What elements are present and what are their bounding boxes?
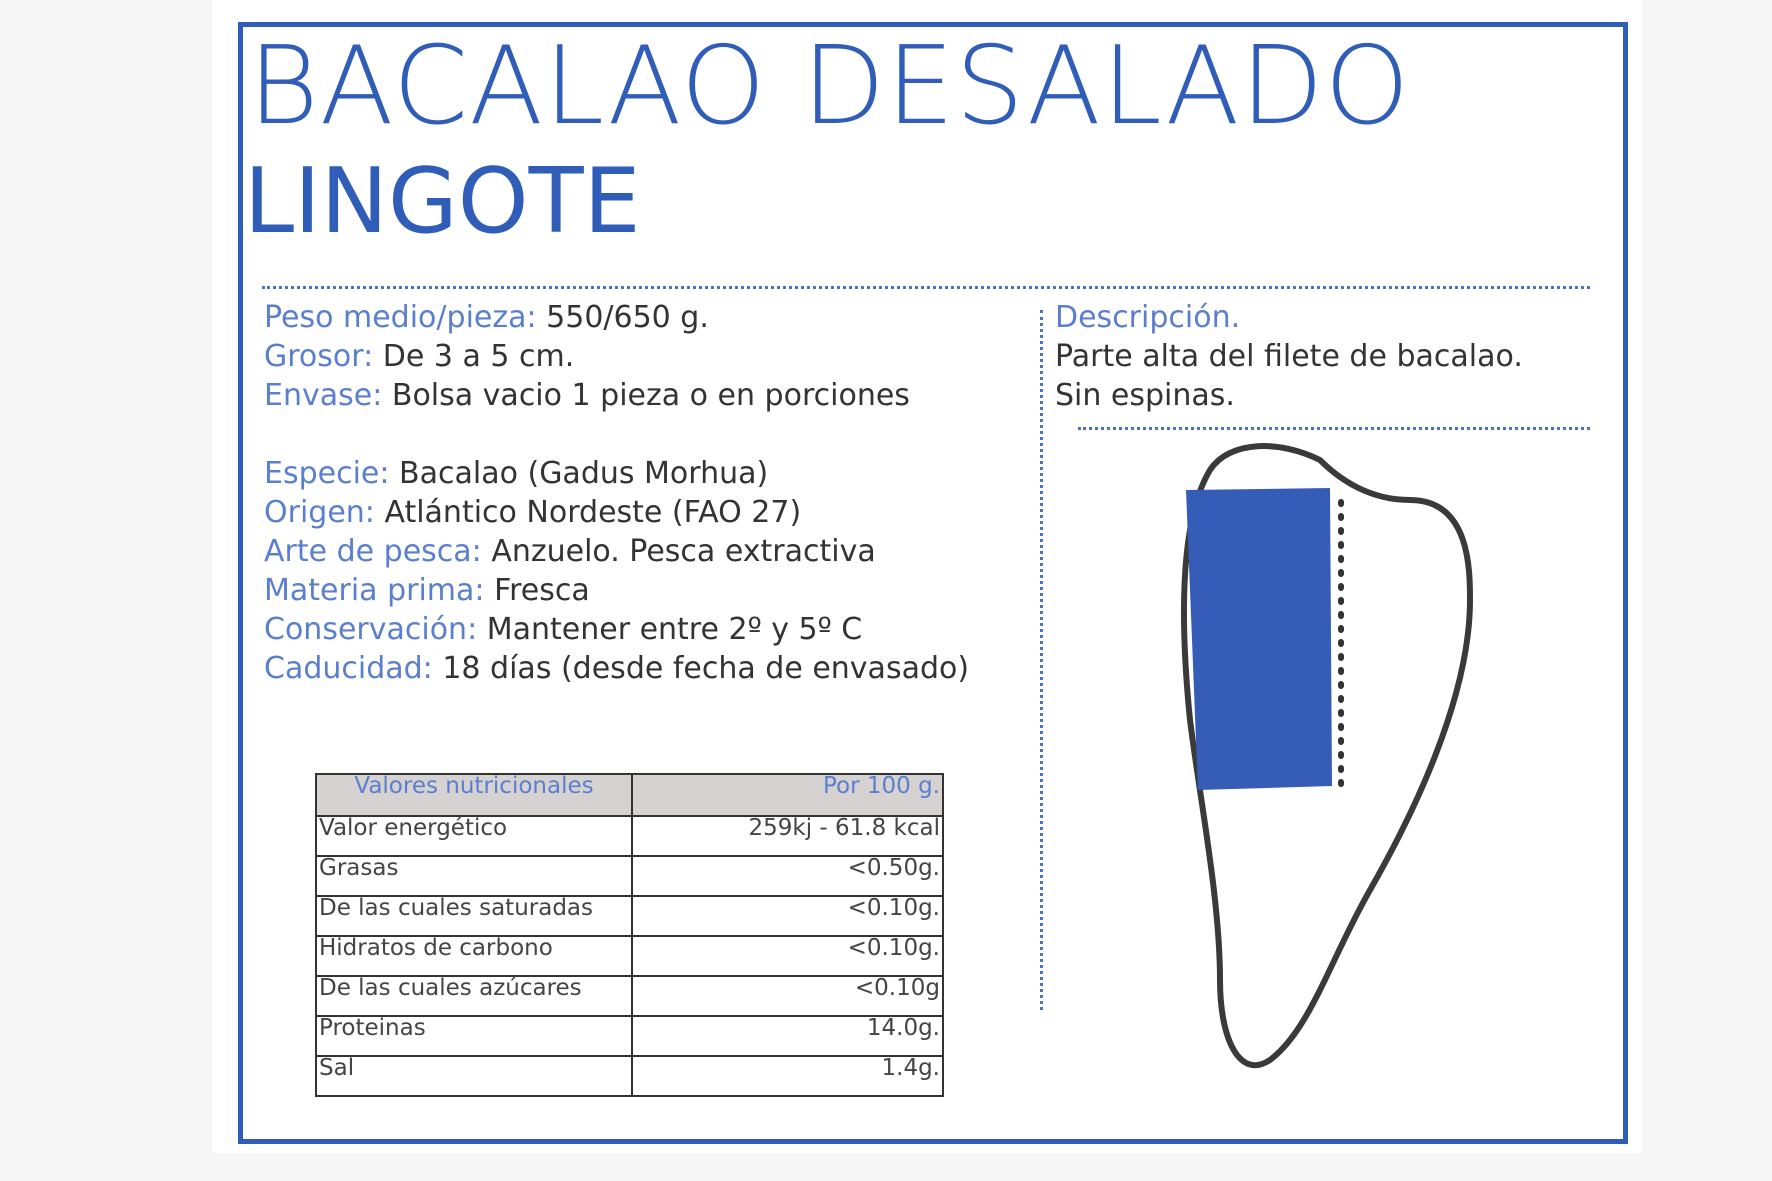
spec-label: Envase: xyxy=(264,378,383,413)
spec-label: Especie: xyxy=(264,456,390,491)
spec-value: 18 días (desde fecha de envasado) xyxy=(442,651,970,686)
nutrient-name: Proteinas xyxy=(316,1016,632,1056)
nutrient-name: De las cuales saturadas xyxy=(316,896,632,936)
table-row xyxy=(316,1056,943,1096)
spec-label: Peso medio/pieza: xyxy=(264,300,537,335)
spec-value: Fresca xyxy=(494,573,590,608)
nutrient-value: 1.4g. xyxy=(632,1056,943,1096)
spec-item-grosor xyxy=(264,337,969,376)
description-divider xyxy=(1078,427,1590,430)
spec-item-conservacion xyxy=(264,610,969,649)
spec-label: Arte de pesca: xyxy=(264,534,482,569)
nutrient-value: 14.0g. xyxy=(632,1016,943,1056)
table-row xyxy=(316,896,943,936)
product-subtitle: LINGOTE xyxy=(244,149,641,254)
product-title: BACALAO DESALADO xyxy=(248,24,1411,149)
description-line: Sin espinas. xyxy=(1055,378,1235,413)
table-row xyxy=(316,856,943,896)
spec-item-materia-prima xyxy=(264,571,969,610)
nutrient-name: Grasas xyxy=(316,856,632,896)
spec-item-peso xyxy=(264,298,969,337)
column-divider xyxy=(1040,310,1043,1010)
description-text xyxy=(1055,337,1523,415)
spec-item-arte-pesca xyxy=(264,532,969,571)
spec-item-especie xyxy=(264,454,969,493)
spec-label: Conservación: xyxy=(264,612,478,647)
spec-value: Bacalao (Gadus Morhua) xyxy=(399,456,769,491)
table-row xyxy=(316,1016,943,1056)
spec-item-origen xyxy=(264,493,969,532)
header-divider xyxy=(262,286,1590,289)
nutrient-name: Sal xyxy=(316,1056,632,1096)
table-row xyxy=(316,976,943,1016)
spec-value: 550/650 g. xyxy=(546,300,709,335)
spec-item-caducidad xyxy=(264,649,969,688)
nutrient-name: De las cuales azúcares xyxy=(316,976,632,1016)
spec-value: De 3 a 5 cm. xyxy=(382,339,575,374)
nutrient-value: <0.50g. xyxy=(632,856,943,896)
nutrient-name: Hidratos de carbono xyxy=(316,936,632,976)
spec-value: Mantener entre 2º y 5º C xyxy=(486,612,863,647)
spec-value: Anzuelo. Pesca extractiva xyxy=(491,534,876,569)
fillet-cut-diagram xyxy=(1170,440,1480,1070)
nutrient-value: 259kj - 61.8 kcal xyxy=(632,816,943,856)
table-row xyxy=(316,936,943,976)
nutrient-value: <0.10g. xyxy=(632,936,943,976)
nutrient-value: <0.10g. xyxy=(632,896,943,936)
spec-label: Grosor: xyxy=(264,339,374,374)
spec-value: Bolsa vacio 1 pieza o en porciones xyxy=(391,378,910,413)
nutrient-name: Valor energético xyxy=(316,816,632,856)
lingote-cut-area xyxy=(1186,488,1332,790)
table-header-row xyxy=(316,774,943,816)
spec-list xyxy=(264,298,969,688)
nutrition-header-unit: Por 100 g. xyxy=(632,774,943,816)
spec-label: Origen: xyxy=(264,495,375,530)
table-row xyxy=(316,816,943,856)
description-title: Descripción. xyxy=(1055,300,1241,335)
nutrition-header-label: Valores nutricionales xyxy=(316,774,632,816)
description-block xyxy=(1055,298,1523,415)
spec-label: Caducidad: xyxy=(264,651,433,686)
nutrition-table xyxy=(315,773,944,1097)
spec-value: Atlántico Nordeste (FAO 27) xyxy=(384,495,802,530)
description-line: Parte alta del filete de bacalao. xyxy=(1055,339,1523,374)
spec-label: Materia prima: xyxy=(264,573,485,608)
nutrient-value: <0.10g xyxy=(632,976,943,1016)
spec-item-envase xyxy=(264,376,969,415)
